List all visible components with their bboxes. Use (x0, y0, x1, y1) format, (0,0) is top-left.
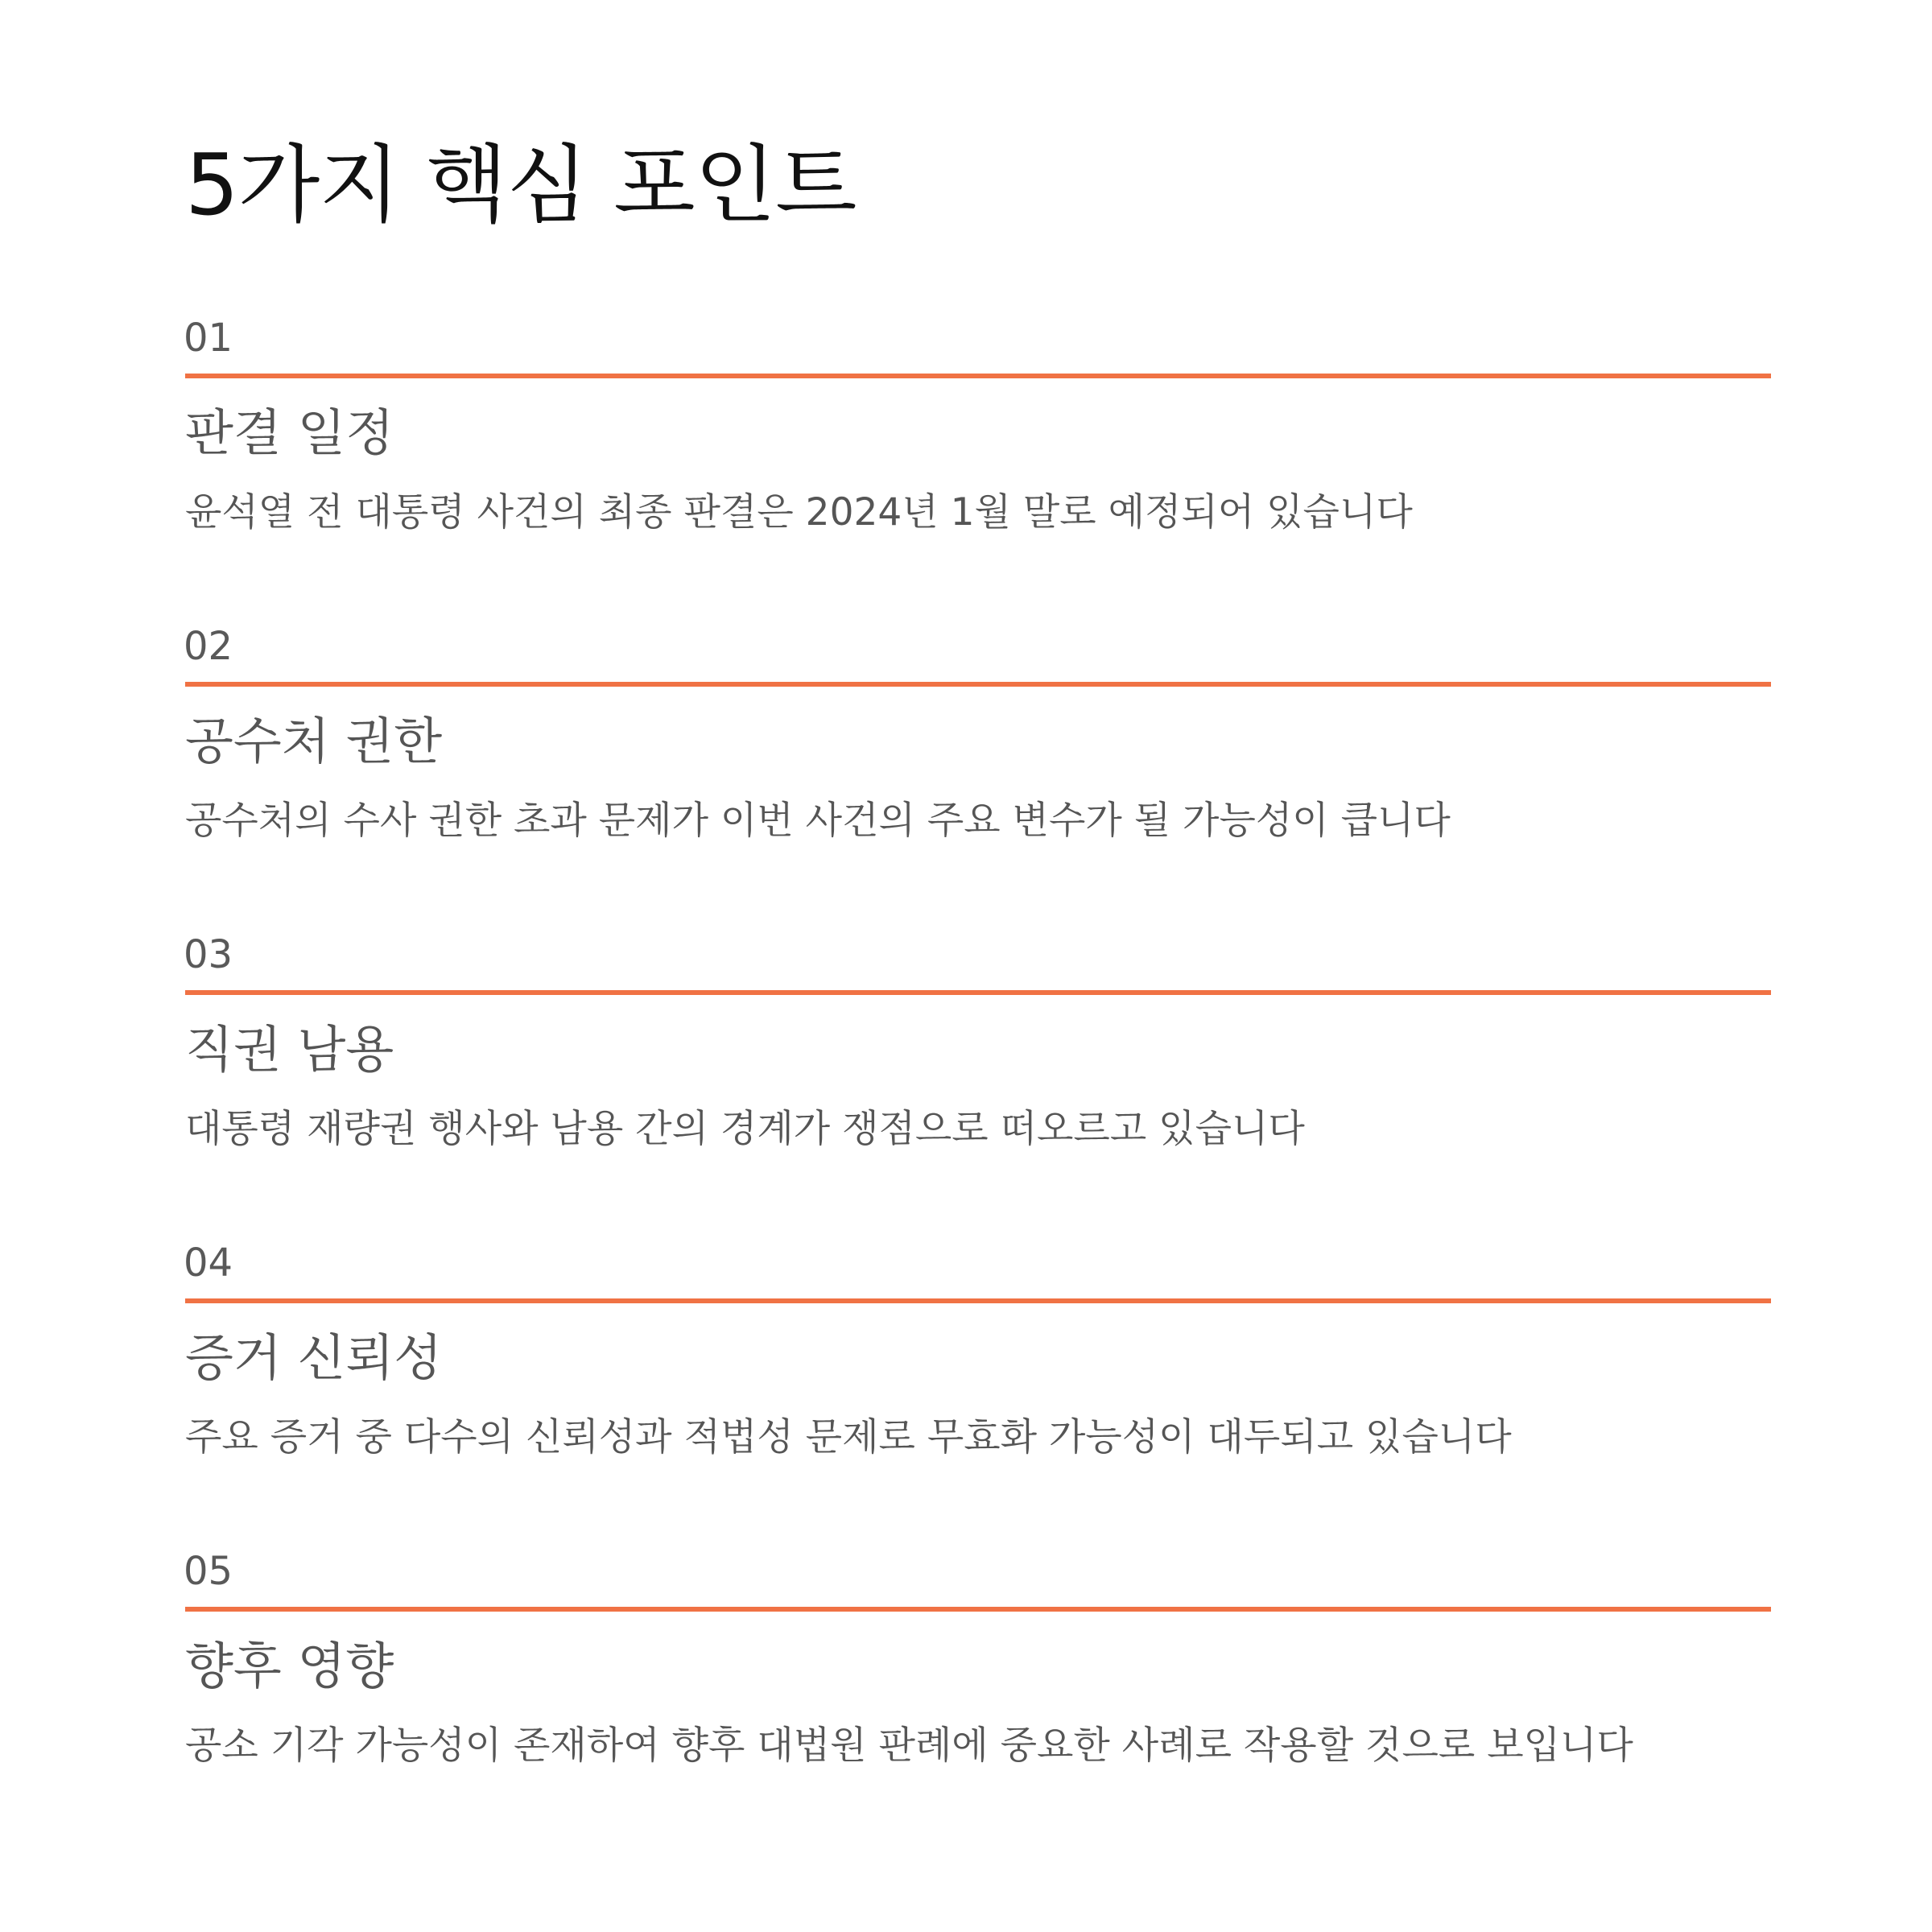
point-heading: 증거 신뢰성 (185, 1328, 443, 1387)
point-divider (185, 1298, 1771, 1303)
page-title: 5가지 핵심 포인트 (185, 136, 857, 234)
point-description: 공소 기각 가능성이 존재하여 향후 대법원 판례에 중요한 사례로 작용할 것으로 보입니다 (185, 1724, 1633, 1768)
point-heading: 직권 남용 (185, 1020, 394, 1079)
point-heading: 판결 일정 (185, 403, 394, 462)
point-heading: 향후 영향 (185, 1637, 394, 1695)
point-divider (185, 682, 1771, 687)
point-description: 주요 증거 중 다수의 신뢰성과 적법성 문제로 무효화 가능성이 대두되고 있습니다 (185, 1415, 1512, 1459)
point-description: 윤석열 전 대통령 사건의 최종 판결은 2024년 1월 말로 예정되어 있습니다 (185, 490, 1413, 535)
point-divider (185, 990, 1771, 995)
point-item-4 (185, 1239, 1771, 1505)
point-number: 02 (184, 624, 233, 669)
point-heading: 공수처 권한 (185, 712, 443, 770)
point-number: 03 (184, 932, 233, 977)
point-divider (185, 374, 1771, 378)
point-item-5 (185, 1547, 1771, 1813)
point-description: 공수처의 수사 권한 초과 문제가 이번 사건의 주요 변수가 될 가능성이 큽니다 (185, 799, 1451, 843)
point-divider (185, 1607, 1771, 1612)
point-item-3 (185, 931, 1771, 1196)
point-item-2 (185, 622, 1771, 888)
point-item-1 (185, 314, 1771, 580)
point-description: 대통령 재량권 행사와 남용 간의 경계가 쟁점으로 떠오르고 있습니다 (185, 1107, 1305, 1151)
point-number: 01 (184, 316, 233, 361)
point-number: 05 (184, 1549, 233, 1594)
point-number: 04 (184, 1241, 233, 1286)
